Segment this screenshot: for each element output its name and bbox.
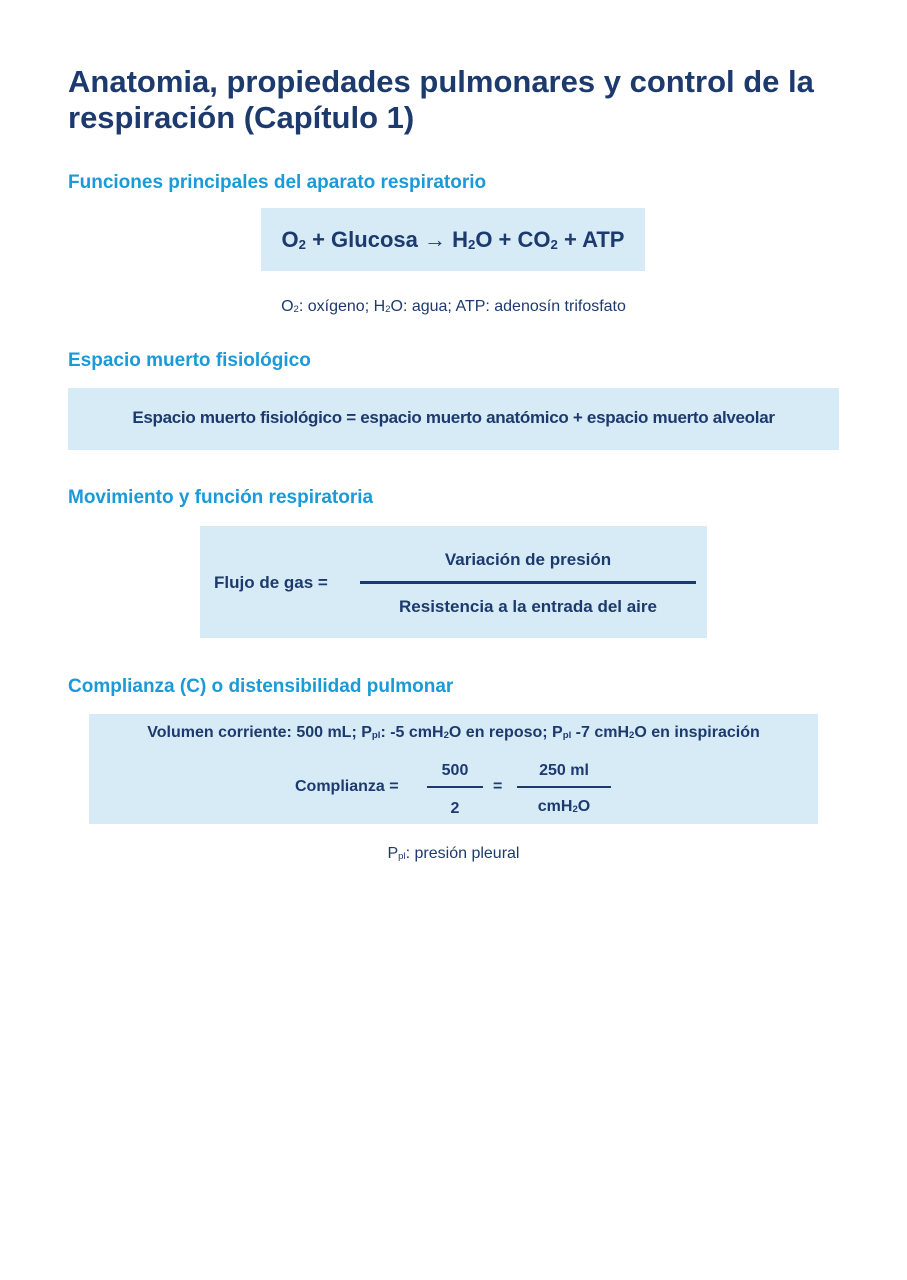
cap-rest: : presión pleural <box>405 845 520 862</box>
eq-o: O <box>281 227 299 252</box>
l1-e: O en inspiración <box>634 724 760 741</box>
equation-box-gas-flow <box>200 526 707 638</box>
gas-flow-lhs: Flujo de gas = <box>214 573 328 592</box>
l1-c: O en reposo; P <box>448 724 563 741</box>
cap-o: O <box>281 298 294 315</box>
gas-flow-denominator: Resistencia a la entrada del aire <box>399 597 657 616</box>
fraction-line <box>360 581 696 584</box>
den2-b: O <box>577 798 591 815</box>
equation-box-compliance <box>89 714 818 824</box>
eq-end: + ATP <box>557 227 625 252</box>
cap-h-sub: 2 <box>385 304 391 316</box>
cap-mid: : oxígeno; H <box>298 298 386 315</box>
heading-complianza: Complianza (C) o distensibilidad pulmonar <box>68 676 454 697</box>
heading-funciones: Funciones principales del aparato respiratorio <box>68 172 487 193</box>
fraction-line-2 <box>517 786 611 788</box>
l1-h2: 2 <box>629 730 635 742</box>
den2-a: cmH <box>537 798 573 815</box>
eq-o2: O + CO <box>475 227 551 252</box>
compliance-den1: 2 <box>450 800 460 817</box>
gas-flow-numerator: Variación de presión <box>444 550 612 569</box>
l1-h: 2 <box>443 730 449 742</box>
l1-pl: pl <box>371 730 381 742</box>
eq-co-sub: 2 <box>550 236 558 252</box>
compliance-num2: 250 ml <box>539 762 589 779</box>
cap-end: O: agua; ATP: adenosín trifosfato <box>390 298 626 315</box>
l1-pl2: pl <box>562 730 572 742</box>
eq-h-sub: 2 <box>467 236 476 252</box>
compliance-line1 <box>89 724 818 742</box>
compliance-lhs: Complianza = <box>295 778 399 795</box>
l1-b: : -5 cmH <box>380 724 444 741</box>
caption-compliance <box>0 845 907 863</box>
caption-respiration <box>0 298 907 316</box>
heading-espacio-muerto: Espacio muerto fisiológico <box>68 350 311 371</box>
dead-space-formula: Espacio muerto fisiológico = espacio muerto anatómico + espacio muerto alveolar <box>132 408 775 427</box>
equation-box-dead-space <box>68 388 839 450</box>
l1-d: -7 cmH <box>571 724 630 741</box>
compliance-den2 <box>517 798 611 816</box>
eq-o-sub: 2 <box>298 236 306 252</box>
page-title: Anatomia, propiedades pulmonares y control de la respiración (Capítulo 1) <box>68 64 814 135</box>
l1-a: Volumen corriente: 500 mL; P <box>147 724 372 741</box>
eq-mid: + Glucosa → H <box>305 227 468 252</box>
cap-p: P <box>387 845 399 862</box>
compliance-num1: 500 <box>441 762 469 779</box>
cap-o-sub: 2 <box>293 304 299 316</box>
equation-box-respiration <box>261 208 645 271</box>
heading-movimiento: Movimiento y función respiratoria <box>68 487 374 508</box>
cap-pl: pl <box>398 851 406 863</box>
den2-sub: 2 <box>572 804 578 816</box>
compliance-eq: = <box>493 778 503 795</box>
fraction-line-1 <box>427 786 483 788</box>
respiration-equation <box>261 227 645 253</box>
